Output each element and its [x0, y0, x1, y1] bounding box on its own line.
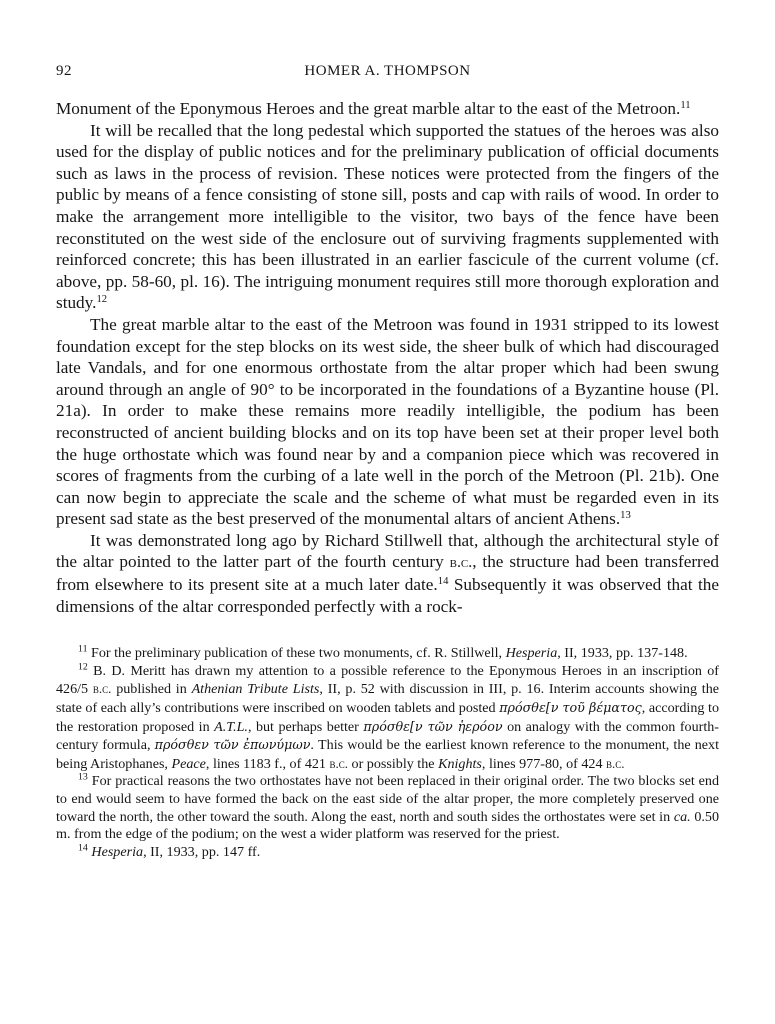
document-page [56, 58, 719, 861]
footnote-ref-13: 13 [620, 510, 631, 522]
body-text [56, 98, 719, 617]
paragraph-1: Monument of the Eponymous Heroes and the great marble altar to the east of the Metroon.$^{11}$ [56, 99, 691, 118]
footnote-12: $^{12}$ B. D. Meritt has drawn my attention to a possible reference to the Eponymous Heroes in an inscription of 426/5 b.c. published in Athenian Tribute Lists, II, p. 52 with discussion in III, p. 16. Interim accounts showing the state of each ally’s contributions were inscribed on wooden tablets and posted πρόσθε[ν τοῦ βέματος, according to the restoration proposed in A.T.L., but perhaps better πρόσθε[ν τῶν ἡερόον on analogy with the common fourth-century formula, πρόσθεν τῶν ἐπωνύμων. This would be the earliest known reference to the monument, the next being Aristophanes, Peace, lines 1183 f., of 421 b.c. or possibly the Knights, lines 977-80, of 424 b.c. [56, 661, 720, 772]
paragraph-3: The great marble altar to the east of the Metroon was found in 1931 stripped to its lowest foundation except for the step blocks on its west side, the sheer bulk of which had discouraged late Vandals, and for one enormous orthostate from the altar proper which had been swung around through an angle of 90° to be incorporated in the foundations of a Byzantine house (Pl. 21a). In order to make these remains more readily intelligible, the podium has been reconstructed of ancient building blocks and on its top have been set at their proper level both the huge orthostate which was found near by and a companion piece which was recovered in scores of fragments from the curbing of a late well in the porch of the Metroon (Pl. 21b). One can now begin to appreciate the scale and the scheme of what must be regarded even in its present sad state as the best preserved of the monumental altars of ancient Athens.$^{13}$ [56, 314, 719, 529]
page-header [56, 58, 719, 84]
page-number: 92 [56, 63, 72, 79]
paragraph-2: It will be recalled that the long pedestal which supported the statues of the heroes was also used for the display of public notices and for the preliminary publication of official documents such as laws in the process of revision. These notices were protected from the fingers of the public by means of a fence consisting of stone sill, posts and cap with rails of wood. In order to make the arrangement more intelligible to the visitor, two bays of the fence have been reconstituted on the west side of the enclosure out of surviving fragments supplemented with reinforced concrete; this has been illustrated in an earlier fascicule of the current volume (cf. above, pp. 58-60, pl. 16). The intriguing monument requires still more thorough exploration and study.$^{12}$ [56, 120, 719, 313]
footnote-ref-12: 12 [96, 294, 108, 306]
running-head: HOMER A. THOMPSON [304, 63, 471, 79]
footnote-13: $^{13}$ For practical reasons the two orthostates have not been replaced in their original order. The two blocks set end to end would seem to have formed the back on the east side of the altar proper, the more completely preserved one toward the north, the other toward the south. Along the east, north and south sides the orthostates were set in ca. 0.50 m. from the edge of the podium; on the west a wider platform was reserved for the priest. [56, 771, 719, 843]
footnote-ref-11: 11 [680, 100, 691, 112]
footnotes [56, 645, 719, 861]
footnote-ref-14: 14 [437, 576, 449, 588]
footnote-14: $^{14}$ Hesperia, II, 1933, pp. 147 ff. [78, 842, 261, 860]
footnote-11: $^{11}$ For the preliminary publication of these two monuments, cf. R. Stillwell, Hesperia, II, 1933, pp. 137-148. [78, 643, 688, 662]
paragraph-4: It was demonstrated long ago by Richard Stillwell that, although the architectural style of the altar pointed to the latter part of the fourth century b.c., the structure had been transferred from elsewhere to its present site at a much later date.$^{14}$ Subsequently it was observed that the dimensions of the altar corresponded perfectly with a rock- [56, 530, 719, 616]
